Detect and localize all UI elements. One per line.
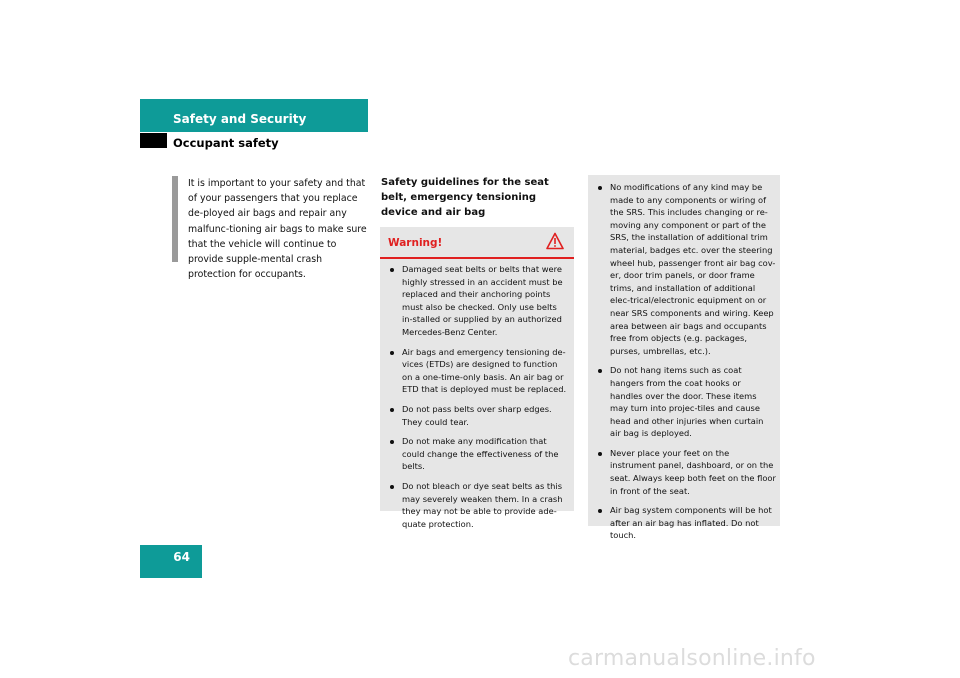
warning-title: Warning! — [388, 237, 443, 249]
warning-divider — [380, 257, 574, 259]
warning-item — [596, 181, 776, 357]
page-number-box — [140, 545, 202, 578]
bullet-icon — [598, 509, 602, 513]
bullet-icon — [390, 440, 394, 444]
bullet-icon — [598, 369, 602, 373]
section-marker — [140, 133, 167, 148]
warning-box — [380, 227, 574, 529]
warning-item-text: Air bags and emergency tensioning de-vices (ETDs) are designed to function on a one-time-only basis. An air bag or ETD that is deployed must be replaced. — [402, 346, 567, 395]
warning-item — [388, 346, 570, 396]
warning-item-text: Air bag system components will be hot after an air bag has inflated. Do not touch. — [610, 505, 772, 541]
warning-triangle-icon — [546, 232, 564, 250]
warning-item-text: Do not bleach or dye seat belts as this may severely weaken them. In a crash they may not be able to provide ade-quate protection. — [402, 480, 563, 529]
warning-item-text: No modifications of any kind may be made to any components or wiring of the SRS. This includes changing or re-moving any component or part of the SRS, the installation of additional trim material, badges etc. over the steering wheel hub, passenger front air bag cov-er, door trim panels, or door frame trims, and installation of additional elec-trical/electronic equipment on or near SRS components and wiring. Keep area between air bags and occupants free from objects (e.g. packages, purses, umbrellas, etc.). — [610, 182, 776, 356]
warning-item — [596, 504, 776, 542]
warning-item — [596, 364, 776, 440]
intro-side-rule — [172, 176, 178, 262]
page-number: 64 — [173, 550, 190, 564]
watermark: carmanualsonline.info — [568, 646, 816, 671]
continued-warning-box — [588, 175, 780, 541]
warning-item — [388, 403, 570, 428]
bullet-icon — [390, 268, 394, 272]
warning-item — [388, 263, 570, 339]
bullet-icon — [598, 186, 602, 190]
continued-warning-list — [596, 181, 776, 549]
warning-list — [388, 263, 570, 537]
intro-paragraph: It is important to your safety and that of your passengers that you replace de-ployed air bags and repair any malfunc-tioning air bags to make sure that the vehicle will continue to provide supple-mental crash protection for occupants. — [188, 178, 367, 281]
warning-item — [388, 435, 570, 473]
warning-item — [388, 480, 570, 530]
bullet-icon — [390, 485, 394, 489]
warning-item-text: Do not hang items such as coat hangers from the coat hooks or handles over the door. These items may turn into projec-tiles and cause head and other injuries when curtain air bag is deployed. — [610, 365, 764, 439]
bullet-icon — [390, 408, 394, 412]
warning-item-text: Do not pass belts over sharp edges. They could tear. — [402, 403, 552, 427]
warning-item — [596, 447, 776, 497]
bullet-icon — [598, 452, 602, 456]
bullet-icon — [390, 351, 394, 355]
page-subtitle: Occupant safety — [173, 136, 279, 150]
warning-item-text: Never place your feet on the instrument panel, dashboard, or on the seat. Always keep both feet on the floor in front of the seat. — [610, 447, 776, 496]
warning-item-text: Damaged seat belts or belts that were highly stressed in an accident must be replaced and their anchoring points must also be checked. Only use belts in-stalled or supplied by an authorized Mercedes-Benz Center. — [402, 264, 563, 337]
section-title: Safety and Security — [173, 112, 307, 126]
warning-item-text: Do not make any modification that could change the effectiveness of the belts. — [402, 436, 559, 472]
section-heading: Safety guidelines for the seat belt, emergency tensioning device and air bag — [381, 177, 549, 218]
